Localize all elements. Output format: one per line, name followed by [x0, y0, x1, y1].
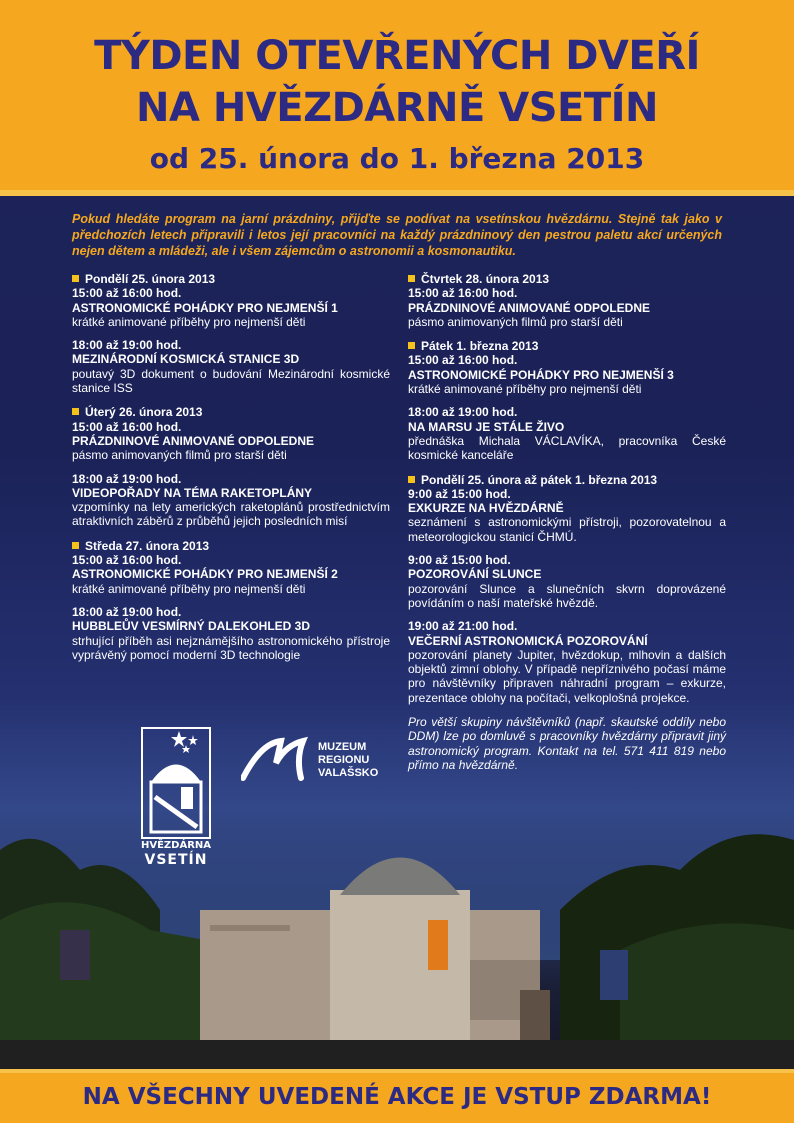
- event: [72, 338, 390, 395]
- event-description: poutavý 3D dokument o budování Mezinárodní kosmické stanice ISS: [72, 366, 390, 396]
- event-description: vzpomínky na lety amerických raketoplánů prostřednictvím atraktivních záběrů z průběhů jejich posledních misí: [72, 500, 390, 529]
- event: [72, 605, 390, 662]
- event-description: přednáška Michala VÁCLAVÍKA, pracovníka České kosmické kanceláře: [408, 433, 726, 463]
- event-time: 18:00 až 19:00 hod.: [72, 604, 182, 619]
- group-visit-note: Pro větší skupiny návštěvníků (např. skautské oddíly nebo DDM) lze po domluvě s pracovníky hvězdárny připravit jiný astronomický program. Kontakt na tel. 571 411 819 nebo: [408, 715, 726, 758]
- event-title: VIDEOPOŘADY NA TÉMA RAKETOPLÁNY: [72, 485, 313, 500]
- event: [72, 472, 390, 529]
- title-line-1: TÝDEN OTEVŘENÝCH DVEŘÍ: [94, 33, 700, 79]
- event: [72, 420, 390, 463]
- day-block-monday: [72, 272, 390, 395]
- event-time: 9:00 až 15:00 hod.: [408, 553, 511, 568]
- event-title: POZOROVÁNÍ SLUNCE: [408, 567, 542, 582]
- square-bullet-icon: [408, 476, 415, 483]
- day-block-wednesday: [72, 539, 390, 662]
- event-description: strhující příběh asi nejznámějšího astronomického přístroje vyprávěný pomocí moderní 3D technologie: [72, 633, 390, 662]
- day-heading: Pátek 1. března 2013: [408, 339, 726, 353]
- event-description: seznámení s astronomickými přístroji, pozorovatelnou a meteorologickou stanicí ČHMÚ.: [408, 515, 726, 544]
- event-time: 9:00 až 15:00 hod.: [408, 486, 511, 501]
- event: [408, 619, 726, 705]
- event-time: 18:00 až 19:00 hod.: [72, 338, 182, 353]
- observatory-name-line1: HVĚZDÁRNA: [140, 840, 212, 851]
- event: [72, 553, 390, 596]
- event: [408, 405, 726, 462]
- observatory-name-line2: VSETÍN: [144, 852, 208, 868]
- event-time: 15:00 až 16:00 hod.: [72, 553, 182, 568]
- date-range-subtitle: od 25. února do 1. března 2013: [149, 142, 645, 175]
- intro-paragraph: Pokud hledáte program na jarní prázdniny, přijďte se podívat na vsetínskou hvězdárnu. Stejně tak jako v předchozích letech připravili i letos její pracovníci na každý prázdninový den pestrou paletu akcí určených nejen dětem a mládeži, ale i všem zájemcům o astronomii a kosmonautiku.: [72, 212, 722, 258]
- footer-banner: [0, 1069, 794, 1123]
- square-bullet-icon: [72, 408, 79, 415]
- event-title: ASTRONOMICKÉ POHÁDKY PRO NEJMENŠÍ 2: [72, 567, 338, 582]
- event: [72, 286, 390, 329]
- event-description: krátké animované příběhy pro nejmenší děti: [72, 581, 306, 596]
- header-banner: [0, 0, 794, 196]
- day-heading: Pondělí 25. února až pátek 1. března 2013: [408, 473, 726, 487]
- event-time: 18:00 až 19:00 hod.: [408, 405, 518, 420]
- event-title: NA MARSU JE STÁLE ŽIVO: [408, 419, 565, 434]
- event-time: 15:00 až 16:00 hod.: [408, 286, 518, 301]
- observatory-photo: [0, 760, 794, 1070]
- event: [408, 353, 726, 396]
- event-time: 19:00 až 21:00 hod.: [408, 619, 518, 634]
- day-block-whole-week: [408, 473, 726, 705]
- event-title: PRÁZDNINOVÉ ANIMOVANÉ ODPOLEDNE: [72, 433, 315, 448]
- museum-name: MUZEUM REGIONU VALAŠSKO: [318, 741, 379, 779]
- program-right-column: [408, 272, 726, 772]
- event: [408, 553, 726, 610]
- square-bullet-icon: [72, 542, 79, 549]
- square-bullet-icon: [72, 275, 79, 282]
- event: [408, 487, 726, 544]
- museum-m-icon: [241, 733, 311, 783]
- event-title: PRÁZDNINOVÉ ANIMOVANÉ ODPOLEDNE: [408, 300, 651, 315]
- event: [408, 286, 726, 329]
- program-left-column: [72, 272, 390, 672]
- day-block-tuesday: [72, 405, 390, 528]
- event-time: 15:00 až 16:00 hod.: [72, 286, 182, 301]
- observatory-name: [139, 840, 213, 868]
- event-title: EXKURZE NA HVĚZDÁRNĚ: [408, 501, 564, 516]
- event-title: HUBBLEŮV VESMÍRNÝ DALEKOHLED 3D: [72, 619, 311, 634]
- event-description: pozorování planety Jupiter, hvězdokup, mlhovin a dalších objektů zimní oblohy. V případě nepříznivého počasí máme pro návštěvníky připraven náhradní program – exkurze, prezentace oblohy na počítači, velkoplošná projekce.: [408, 647, 726, 705]
- event-title: ASTRONOMICKÉ POHÁDKY PRO NEJMENŠÍ 1: [72, 300, 338, 315]
- day-block-friday: [408, 339, 726, 462]
- day-heading: Čtvrtek 28. února 2013: [408, 272, 726, 286]
- museum-logo: [241, 733, 401, 793]
- event-description: pozorování Slunce a slunečních skvrn doprovázené povídáním o naší mateřské hvězdě.: [408, 581, 726, 610]
- event-title: ASTRONOMICKÉ POHÁDKY PRO NEJMENŠÍ 3: [408, 367, 674, 382]
- day-heading: Úterý 26. února 2013: [72, 405, 390, 419]
- event-title: MEZINÁRODNÍ KOSMICKÁ STANICE 3D: [72, 352, 300, 367]
- day-heading: Pondělí 25. února 2013: [72, 272, 390, 286]
- square-bullet-icon: [408, 342, 415, 349]
- title-line-2: NA HVĚZDÁRNĚ VSETÍN: [135, 85, 659, 131]
- square-bullet-icon: [408, 275, 415, 282]
- day-heading: Středa 27. února 2013: [72, 539, 390, 553]
- day-block-thursday: [408, 272, 726, 329]
- event-description: pásmo animovaných filmů pro starší děti: [72, 448, 287, 463]
- event-time: 15:00 až 16:00 hod.: [408, 353, 518, 368]
- event-time: 15:00 až 16:00 hod.: [72, 419, 182, 434]
- event-description: pásmo animovaných filmů pro starší děti: [408, 314, 623, 329]
- free-entry-text: NA VŠECHNY UVEDENÉ AKCE JE VSTUP ZDARMA!: [82, 1084, 712, 1110]
- event-description: krátké animované příběhy pro nejmenší děti: [72, 314, 306, 329]
- event-title: VEČERNÍ ASTRONOMICKÁ POZOROVÁNÍ: [408, 633, 648, 648]
- event-time: 18:00 až 19:00 hod.: [72, 471, 182, 486]
- event-description: krátké animované příběhy pro nejmenší děti: [408, 382, 642, 397]
